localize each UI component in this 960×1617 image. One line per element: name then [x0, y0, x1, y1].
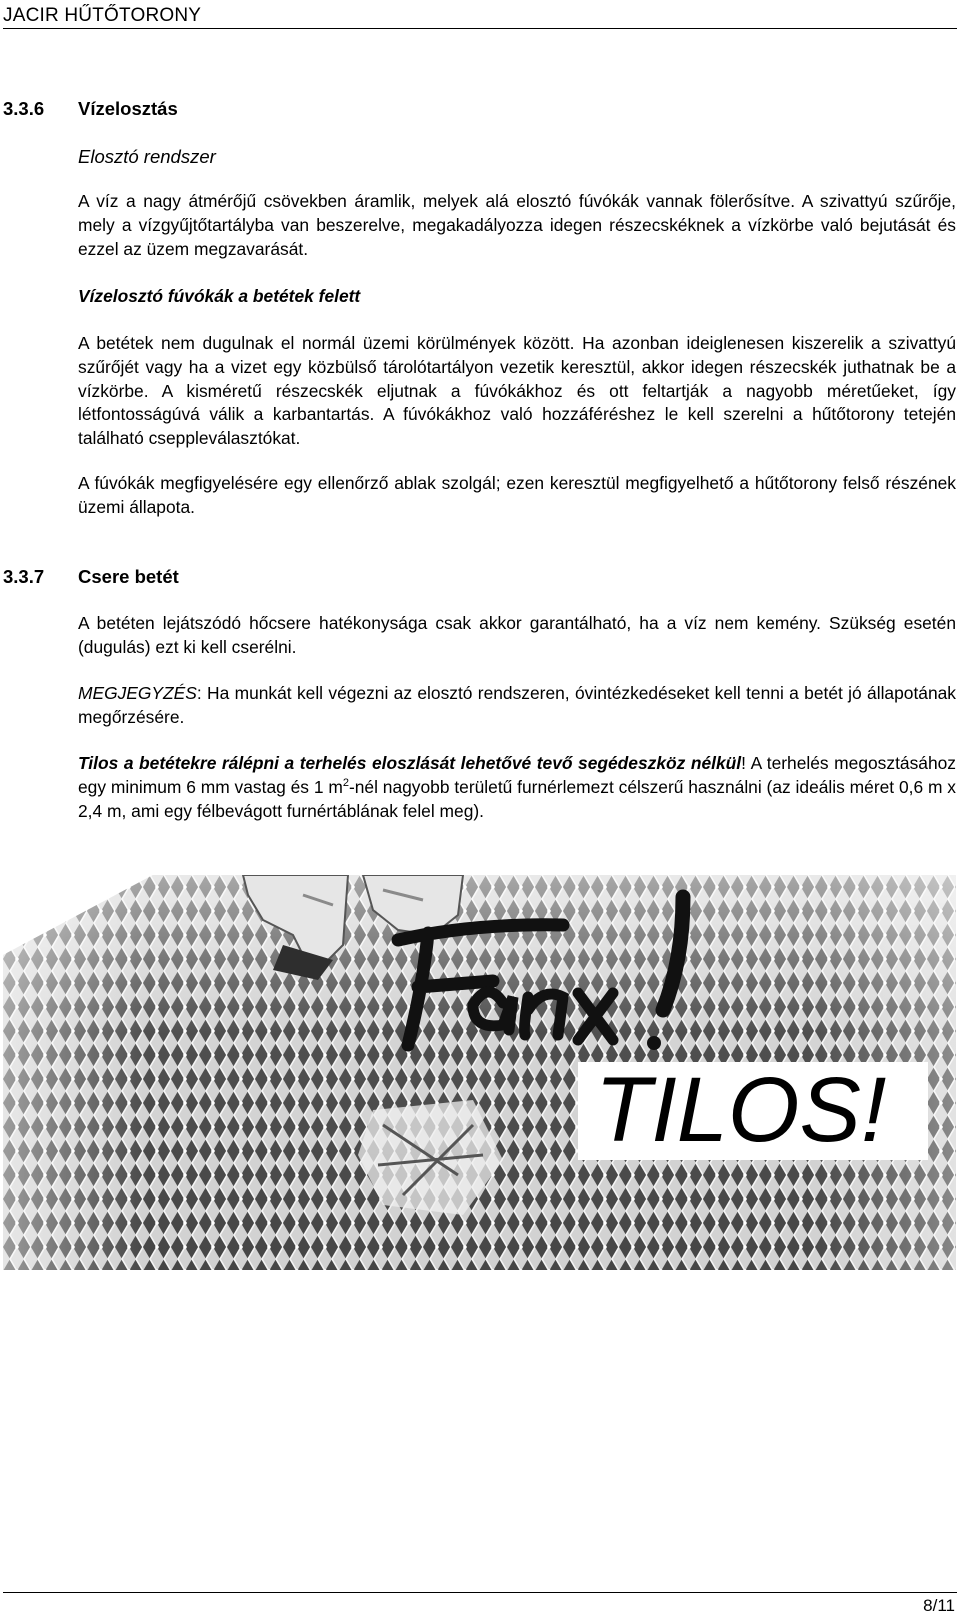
page-number: 8/11 — [923, 1596, 955, 1615]
photo-graphic — [3, 875, 956, 1270]
paragraph-336-1: A víz a nagy átmérőjű csövekben áramlik, melyek alá elosztó fúvókák vannak fölerősítve. A szivattyú szűrője, mely a vízgyűjtőtartályba van beszerelve, megakadályozza idegen részecskéknek a vízkörbe való bejutását és ezzel az üzem megzavarását. — [78, 191, 956, 259]
warning-bold-text: Tilos a betétekre rálépni a terhelés eloszlását lehetővé tevő segédeszköz nélkül — [78, 753, 742, 773]
note-paragraph — [78, 682, 956, 730]
warning-exclamation: ! — [741, 753, 746, 773]
section-number-336: 3.3.6 — [3, 98, 45, 119]
paragraph-336-3: A fúvókák megfigyelésére egy ellenőrző ablak szolgál; ezen keresztül megfigyelhető a hűtőtorony felső részének üzemi állapota. — [78, 473, 956, 517]
note-text: : Ha munkát kell végezni az elosztó rendszeren, óvintézkedéseket kell tenni a betét jó állapotának megőrzésére. — [78, 683, 956, 727]
warning-text-1: A terhelés megosztásához egy minimum 6 mm vastag és 1 m — [78, 753, 956, 797]
forbidden-step-photo — [3, 875, 956, 1270]
footer-rule — [3, 1592, 957, 1593]
paragraph-336-2: A betétek nem dugulnak el normál üzemi körülmények között. Ha azonban ideiglenesen kiszerelik a szivattyú szűrőjét vagy ha a vizet egy közbülső tárolótartályon vezetik keresztül, akkor idegen részecskék juthatnak be a vízkörbe. A kisméretű részecskék eljutnak a fúvókákhoz és ott feltartják a nagyobb méretűeket, így létfontosságúvá válik a karbantartás. A fúvókákhoz való hozzáféréshez le kell szerelni a hűtőtorony tetején található cseppleválasztókat. — [78, 333, 956, 449]
page-header — [3, 2, 957, 29]
section-number-337: 3.3.7 — [3, 566, 45, 587]
superscript-2: 2 — [342, 776, 349, 789]
section-title-336: Vízelosztás — [78, 98, 178, 119]
warning-paragraph — [78, 752, 956, 823]
document-title: JACIR HŰTŐTORONY — [3, 5, 202, 26]
subheading-elosztó-rendszer: Elosztó rendszer — [78, 146, 216, 167]
warning-text-2: -nél nagyobb területű furnérlemezt célszerű használni (az ideális méret 0,6 m x 2,4 m, ami egy félbevágott furnértáblának felel meg). — [78, 776, 956, 821]
section-title-337: Csere betét — [78, 566, 179, 587]
subheading-vízelosztó-fúvókák: Vízelosztó fúvókák a betétek felett — [78, 286, 361, 306]
paragraph-337-1: A betéten lejátszódó hőcsere hatékonysága csak akkor garantálható, ha a víz nem kemény. Szükség esetén (dugulás) ezt ki kell cserélni. — [78, 613, 956, 657]
note-label: MEGJEGYZÉS — [78, 683, 197, 703]
tilos-label: TILOS! — [595, 1059, 887, 1161]
